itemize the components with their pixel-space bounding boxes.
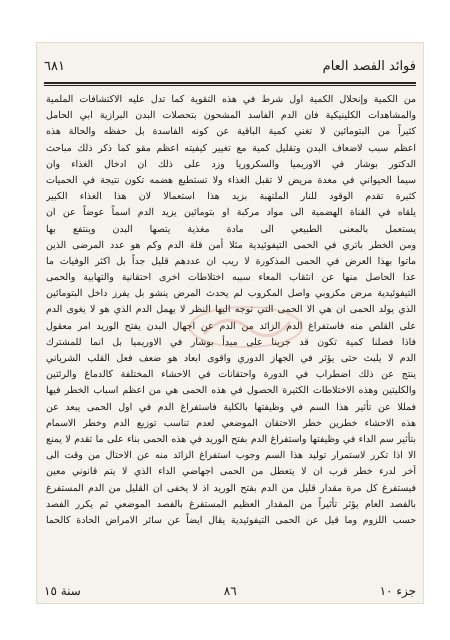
footer-year: سنة ١٥ xyxy=(44,584,81,598)
body-line: من الكمية وإنحلال الكمية اول شرط في هذه التقوية كما تدل عليه الاكتشافات الملمية xyxy=(46,94,416,105)
body-line: التيفوئيدية مرض مكروبي واصل المكروب لم يحدث المرض ينشو بل يفرز داخل البتومائين xyxy=(46,288,416,300)
body-line: آخر لدرء خطر قرب ان لا يتعطل من الحمى اجهاضي الداء الذي لا يتم قانوني معين xyxy=(46,466,416,478)
body-line: حسب اللزوم وما قيل عن الحمى التيفوئيدية يقال ايضاً عن سائر الامراض الحادة كالحما xyxy=(46,514,416,526)
header-title: فوائد الفصد العام xyxy=(322,58,416,74)
body-line: الا اذا تكرر لاستمرار توليد هذا السم وجوب استفراغ الزائد منه عن الاحتال من وقت الى xyxy=(46,450,416,462)
body-line: عدا الحاصل منها عن انثقاب المعاء سببه اختلاطات اخرى احتقانية والتهابية والحمى xyxy=(46,272,416,284)
page-header xyxy=(44,56,416,76)
body-line: بتأثير سم الداء في وظيفتها واستفراغ الدم بفتح الوريد في هذه الحمى بناء على ما تقدم لا يمنع xyxy=(46,433,416,445)
body-line: والمشاهدات الكلينيكية فان الدم الفاسد المشحون بتحصلات البدن البرازية ابي الحامل xyxy=(46,110,416,122)
body-line: ومن الخطر باتري في الحمى التيفوئيدية مثلا أمن قلة الدم وكم هو عدد المرضى الذين xyxy=(46,239,416,251)
header-rule xyxy=(44,82,416,84)
body-line: والكليتين وهذه الاختلاطات الكثيرة الحصول في هذه الحمى هي من اعظم اسباب الخطر فيها xyxy=(46,385,416,397)
body-line: على القلص منه فاستفراغ الدم الزائد من الدم عن اجهال البدن يفتح الوريد امر معقول xyxy=(46,320,416,332)
body-line: كثيراً من البتومائين لا تغني كمية الباقية عن كونه الفاسدة بل حفظه والحالة هذه xyxy=(46,126,416,138)
header-page-number: ٦٨١ xyxy=(44,58,65,74)
body-line: فاذا فصلنا كمية تكون قد جرينا على مبدأ بوشار في الاوريميا بل انما للمشترك xyxy=(46,336,416,348)
body-line: ينتج عن ذلك اضطراب في الدورة واحتقانات في الاحشاء المختلفة كالدماغ والرئتين xyxy=(46,369,416,381)
body-line: هذه الاحشاء خطرين خطر الاحتقان الموضعي لعدم تناسب توزيع الدم وخطر الاسمام xyxy=(46,417,416,429)
page-footer xyxy=(44,582,416,600)
body-line: الدم لا يلبث حتى يؤثر في الجهاز الدوري واقوى ابعاد هو ضعف فعل القلب الشرياني xyxy=(46,353,416,364)
body-line: الدكتور بوشار في الاوريميا والسكروريا وزد على ذلك ان ادخال الغذاء وان xyxy=(46,158,416,170)
body-line: فمللا عن تأثير هذا السم في وظيفتها بالكلية فاستفراغ الدم في اول الحمى يبعد عن xyxy=(46,401,416,413)
document-page xyxy=(36,42,424,604)
footer-volume: جزء ١٠ xyxy=(379,584,416,598)
body-line: بالفصد العام يؤثر تأثيراً من المقدار العظيم المستفرغ بالفصد الموضعي ثم يكرر الفصد xyxy=(46,498,416,510)
article-body xyxy=(46,92,416,578)
header-rule-thin xyxy=(44,85,416,86)
body-line: سيما الحيواني في معدة مريض لا تقبل الغذاء ولا تستطيع هضمه تكون نتيجة في الحميات xyxy=(46,174,416,186)
footer-page: ٨٦ xyxy=(223,584,237,598)
body-line: فيستفرغ كل مرة مقدار قليل من الدم بفتح الوريد اذ لا يخفى ان القليل من الدم المستفرغ xyxy=(46,482,416,494)
body-line: كثيرة تقدم الوقود للنار الملتهبة بزيد هذا استعمالا لان هذا الغذاء الكبير xyxy=(46,191,416,203)
body-line: الذي يولد الحمى ان هي الا الحمى التي توجه اليها النظر لا يهمل الدم الذي هو لا يغوى الدم xyxy=(46,304,416,316)
body-line: يلقاه في القناة الهضمية الى مواد مركبة او بتومائين يزيد الدم اسماً عوضاً عن ان xyxy=(46,207,416,219)
body-line: ماتوا بهذا العرض في الحمى المذكورة لا ريب ان عددهم قليل جداً بل اكثر الوفيات ما xyxy=(46,255,416,267)
body-line: اعظم سبب لاضعاف البدن وتقليل كمية مع تغيير كيفيته اعظم مقو كما ذكر ذلك مباحث xyxy=(46,142,416,154)
body-line: يستعمل بالمعنى الطبيعي الى مادة مغذية يتصها البدن وينتفع بها xyxy=(46,223,416,235)
